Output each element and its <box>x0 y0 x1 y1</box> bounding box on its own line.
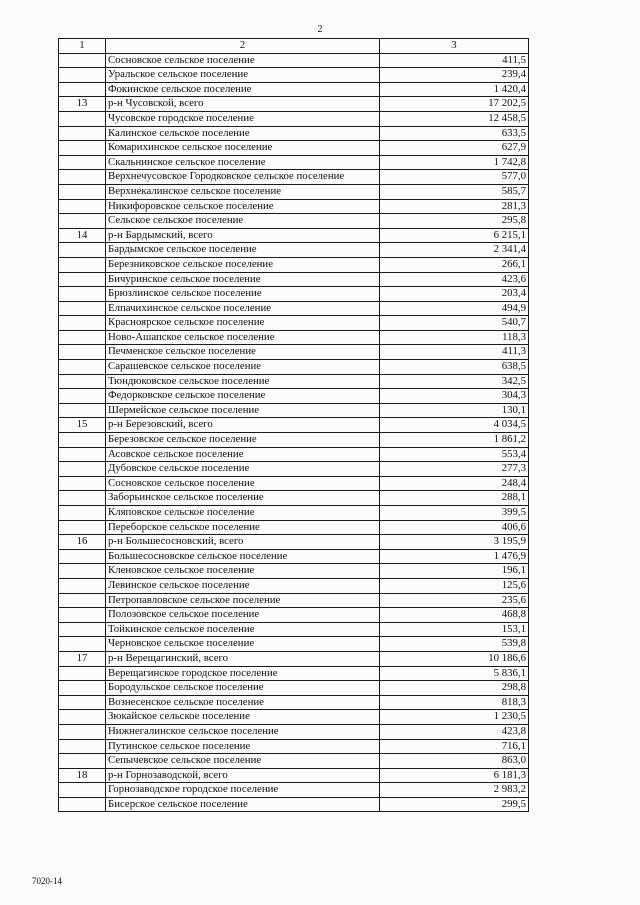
value-cell: 627,9 <box>380 141 529 156</box>
row-number-cell: 15 <box>59 418 106 433</box>
value-cell: 12 458,5 <box>380 111 529 126</box>
settlement-name-cell: р-н Березовский, всего <box>106 418 380 433</box>
row-number-cell <box>59 491 106 506</box>
settlement-name-cell: Левинское сельское поселение <box>106 578 380 593</box>
table-row <box>59 97 529 112</box>
value-cell: 203,4 <box>380 287 529 302</box>
table-row <box>59 666 529 681</box>
settlement-name-cell: Бардымское сельское поселение <box>106 243 380 258</box>
settlement-name-cell: р-н Горнозаводской, всего <box>106 768 380 783</box>
value-cell: 248,4 <box>380 476 529 491</box>
row-number-cell <box>59 462 106 477</box>
settlement-name-cell: Никифоровское сельское поселение <box>106 199 380 214</box>
row-number-cell <box>59 126 106 141</box>
table-row <box>59 651 529 666</box>
table-row <box>59 82 529 97</box>
settlement-name-cell: Ново-Ашапское сельское поселение <box>106 330 380 345</box>
row-number-cell <box>59 345 106 360</box>
table-row <box>59 535 529 550</box>
value-cell: 818,3 <box>380 695 529 710</box>
row-number-cell: 17 <box>59 651 106 666</box>
settlement-name-cell: Сосновское сельское поселение <box>106 476 380 491</box>
row-number-cell <box>59 724 106 739</box>
table-row <box>59 316 529 331</box>
value-cell: 2 341,4 <box>380 243 529 258</box>
settlement-name-cell: Березниковское сельское поселение <box>106 257 380 272</box>
table-row <box>59 53 529 68</box>
row-number-cell <box>59 155 106 170</box>
row-number-cell <box>59 695 106 710</box>
data-table <box>58 38 529 812</box>
row-number-cell <box>59 608 106 623</box>
settlement-name-cell: Переборское сельское поселение <box>106 520 380 535</box>
row-number-cell <box>59 520 106 535</box>
settlement-name-cell: Асовское сельское поселение <box>106 447 380 462</box>
document-code: 7020-14 <box>32 876 62 886</box>
value-cell: 288,1 <box>380 491 529 506</box>
value-cell: 6 181,3 <box>380 768 529 783</box>
table-row <box>59 345 529 360</box>
row-number-cell <box>59 243 106 258</box>
settlement-name-cell: Сосновское сельское поселение <box>106 53 380 68</box>
settlement-name-cell: Березовское сельское поселение <box>106 433 380 448</box>
row-number-cell <box>59 549 106 564</box>
value-cell: 863,0 <box>380 754 529 769</box>
value-cell: 468,8 <box>380 608 529 623</box>
table-row <box>59 783 529 798</box>
row-number-cell <box>59 681 106 696</box>
table-body <box>59 53 529 812</box>
settlement-name-cell: Горнозаводское городское поселение <box>106 783 380 798</box>
row-number-cell <box>59 389 106 404</box>
table-row <box>59 272 529 287</box>
table-row <box>59 491 529 506</box>
table-row <box>59 447 529 462</box>
value-cell: 6 215,1 <box>380 228 529 243</box>
table-row <box>59 228 529 243</box>
row-number-cell <box>59 214 106 229</box>
table-row <box>59 418 529 433</box>
settlement-name-cell: Чусовское городское поселение <box>106 111 380 126</box>
row-number-cell <box>59 666 106 681</box>
value-cell: 1 742,8 <box>380 155 529 170</box>
value-cell: 4 034,5 <box>380 418 529 433</box>
table-row <box>59 739 529 754</box>
row-number-cell <box>59 272 106 287</box>
value-cell: 2 983,2 <box>380 783 529 798</box>
settlement-name-cell: Дубовское сельское поселение <box>106 462 380 477</box>
table-row <box>59 433 529 448</box>
table-row <box>59 476 529 491</box>
row-number-cell <box>59 783 106 798</box>
table-row <box>59 243 529 258</box>
settlement-name-cell: Красноярское сельское поселение <box>106 316 380 331</box>
settlement-name-cell: Брюзлинское сельское поселение <box>106 287 380 302</box>
value-cell: 196,1 <box>380 564 529 579</box>
settlement-name-cell: Бородульское сельское поселение <box>106 681 380 696</box>
table-row <box>59 287 529 302</box>
settlement-name-cell: Тойкинское сельское поселение <box>106 622 380 637</box>
value-cell: 295,8 <box>380 214 529 229</box>
row-number-cell <box>59 447 106 462</box>
value-cell: 3 195,9 <box>380 535 529 550</box>
settlement-name-cell: Печменское сельское поселение <box>106 345 380 360</box>
table-row <box>59 68 529 83</box>
table-row <box>59 155 529 170</box>
row-number-cell <box>59 330 106 345</box>
row-number-cell <box>59 316 106 331</box>
table-row <box>59 214 529 229</box>
table-row <box>59 578 529 593</box>
row-number-cell <box>59 374 106 389</box>
table-row <box>59 695 529 710</box>
row-number-cell <box>59 637 106 652</box>
settlement-name-cell: Петропавловское сельское поселение <box>106 593 380 608</box>
table-row <box>59 462 529 477</box>
table-row <box>59 622 529 637</box>
value-cell: 638,5 <box>380 360 529 375</box>
table-row <box>59 257 529 272</box>
table-row <box>59 710 529 725</box>
value-cell: 1 230,5 <box>380 710 529 725</box>
settlement-name-cell: р-н Большесосновский, всего <box>106 535 380 550</box>
column-header-3: 3 <box>380 39 529 54</box>
row-number-cell: 18 <box>59 768 106 783</box>
settlement-name-cell: р-н Чусовской, всего <box>106 97 380 112</box>
settlement-name-cell: Кляповское сельское поселение <box>106 506 380 521</box>
column-header-1: 1 <box>59 39 106 54</box>
settlement-name-cell: Комарихинское сельское поселение <box>106 141 380 156</box>
value-cell: 1 420,4 <box>380 82 529 97</box>
settlement-name-cell: Сельское сельское поселение <box>106 214 380 229</box>
value-cell: 577,0 <box>380 170 529 185</box>
table-row <box>59 564 529 579</box>
value-cell: 539,8 <box>380 637 529 652</box>
value-cell: 716,1 <box>380 739 529 754</box>
row-number-cell <box>59 287 106 302</box>
value-cell: 1 861,2 <box>380 433 529 448</box>
settlement-name-cell: Черновское сельское поселение <box>106 637 380 652</box>
settlement-name-cell: р-н Верещагинский, всего <box>106 651 380 666</box>
row-number-cell <box>59 754 106 769</box>
settlement-name-cell: р-н Бардымский, всего <box>106 228 380 243</box>
table-row <box>59 301 529 316</box>
settlement-name-cell: Заборьинское сельское поселение <box>106 491 380 506</box>
row-number-cell: 14 <box>59 228 106 243</box>
table-row <box>59 330 529 345</box>
table-row <box>59 608 529 623</box>
settlement-name-cell: Уральское сельское поселение <box>106 68 380 83</box>
table-row <box>59 141 529 156</box>
table-row <box>59 520 529 535</box>
table-row <box>59 593 529 608</box>
settlement-name-cell: Нижнегалинское сельское поселение <box>106 724 380 739</box>
row-number-cell <box>59 53 106 68</box>
value-cell: 298,8 <box>380 681 529 696</box>
table-row <box>59 360 529 375</box>
row-number-cell <box>59 476 106 491</box>
value-cell: 125,6 <box>380 578 529 593</box>
value-cell: 239,4 <box>380 68 529 83</box>
value-cell: 153,1 <box>380 622 529 637</box>
row-number-cell <box>59 433 106 448</box>
settlement-name-cell: Фокинское сельское поселение <box>106 82 380 97</box>
table-row <box>59 506 529 521</box>
table-row <box>59 374 529 389</box>
value-cell: 540,7 <box>380 316 529 331</box>
row-number-cell <box>59 622 106 637</box>
row-number-cell <box>59 199 106 214</box>
settlement-name-cell: Верещагинское городское поселение <box>106 666 380 681</box>
table-row <box>59 681 529 696</box>
value-cell: 585,7 <box>380 184 529 199</box>
table-row <box>59 637 529 652</box>
settlement-name-cell: Верхнечусовское Городковское сельское поселение <box>106 170 380 185</box>
value-cell: 299,5 <box>380 797 529 812</box>
row-number-cell <box>59 593 106 608</box>
table-row <box>59 797 529 812</box>
row-number-cell <box>59 111 106 126</box>
table-row <box>59 724 529 739</box>
row-number-cell <box>59 578 106 593</box>
settlement-name-cell: Сарашевское сельское поселение <box>106 360 380 375</box>
row-number-cell: 16 <box>59 535 106 550</box>
row-number-cell <box>59 739 106 754</box>
value-cell: 411,5 <box>380 53 529 68</box>
value-cell: 304,3 <box>380 389 529 404</box>
table-row <box>59 768 529 783</box>
value-cell: 494,9 <box>380 301 529 316</box>
settlement-name-cell: Шермейское сельское поселение <box>106 403 380 418</box>
value-cell: 277,3 <box>380 462 529 477</box>
value-cell: 633,5 <box>380 126 529 141</box>
value-cell: 266,1 <box>380 257 529 272</box>
table-row <box>59 389 529 404</box>
row-number-cell <box>59 564 106 579</box>
settlement-name-cell: Зюкайское сельское поселение <box>106 710 380 725</box>
value-cell: 423,8 <box>380 724 529 739</box>
row-number-cell <box>59 184 106 199</box>
value-cell: 1 476,9 <box>380 549 529 564</box>
settlement-name-cell: Елпачихинское сельское поселение <box>106 301 380 316</box>
value-cell: 130,1 <box>380 403 529 418</box>
settlement-name-cell: Путинское сельское поселение <box>106 739 380 754</box>
table-row <box>59 403 529 418</box>
table-row <box>59 199 529 214</box>
value-cell: 235,6 <box>380 593 529 608</box>
value-cell: 118,3 <box>380 330 529 345</box>
column-header-2: 2 <box>106 39 380 54</box>
row-number-cell <box>59 403 106 418</box>
table-row <box>59 170 529 185</box>
value-cell: 553,4 <box>380 447 529 462</box>
value-cell: 342,5 <box>380 374 529 389</box>
table-row <box>59 126 529 141</box>
settlement-name-cell: Большесосновское сельское поселение <box>106 549 380 564</box>
row-number-cell <box>59 360 106 375</box>
settlement-name-cell: Верхнекалинское сельское поселение <box>106 184 380 199</box>
settlement-name-cell: Сепычевское сельское поселение <box>106 754 380 769</box>
settlement-name-cell: Тюндюковское сельское поселение <box>106 374 380 389</box>
value-cell: 17 202,5 <box>380 97 529 112</box>
value-cell: 423,6 <box>380 272 529 287</box>
row-number-cell <box>59 82 106 97</box>
value-cell: 281,3 <box>380 199 529 214</box>
settlement-name-cell: Полозовское сельское поселение <box>106 608 380 623</box>
row-number-cell <box>59 797 106 812</box>
row-number-cell <box>59 710 106 725</box>
settlement-name-cell: Бичуринское сельское поселение <box>106 272 380 287</box>
row-number-cell <box>59 257 106 272</box>
row-number-cell <box>59 141 106 156</box>
row-number-cell <box>59 170 106 185</box>
table-header-row <box>59 39 529 54</box>
settlement-name-cell: Калинское сельское поселение <box>106 126 380 141</box>
settlement-name-cell: Бисерское сельское поселение <box>106 797 380 812</box>
value-cell: 10 186,6 <box>380 651 529 666</box>
table-row <box>59 184 529 199</box>
settlement-name-cell: Кленовское сельское поселение <box>106 564 380 579</box>
table-row <box>59 111 529 126</box>
row-number-cell <box>59 506 106 521</box>
row-number-cell <box>59 301 106 316</box>
table-row <box>59 549 529 564</box>
row-number-cell: 13 <box>59 97 106 112</box>
settlement-name-cell: Скальнинское сельское поселение <box>106 155 380 170</box>
value-cell: 5 836,1 <box>380 666 529 681</box>
table-row <box>59 754 529 769</box>
settlement-name-cell: Федорковское сельское поселение <box>106 389 380 404</box>
value-cell: 411,3 <box>380 345 529 360</box>
row-number-cell <box>59 68 106 83</box>
value-cell: 399,5 <box>380 506 529 521</box>
settlement-name-cell: Вознесенское сельское поселение <box>106 695 380 710</box>
value-cell: 406,6 <box>380 520 529 535</box>
page-number: 2 <box>317 24 323 35</box>
